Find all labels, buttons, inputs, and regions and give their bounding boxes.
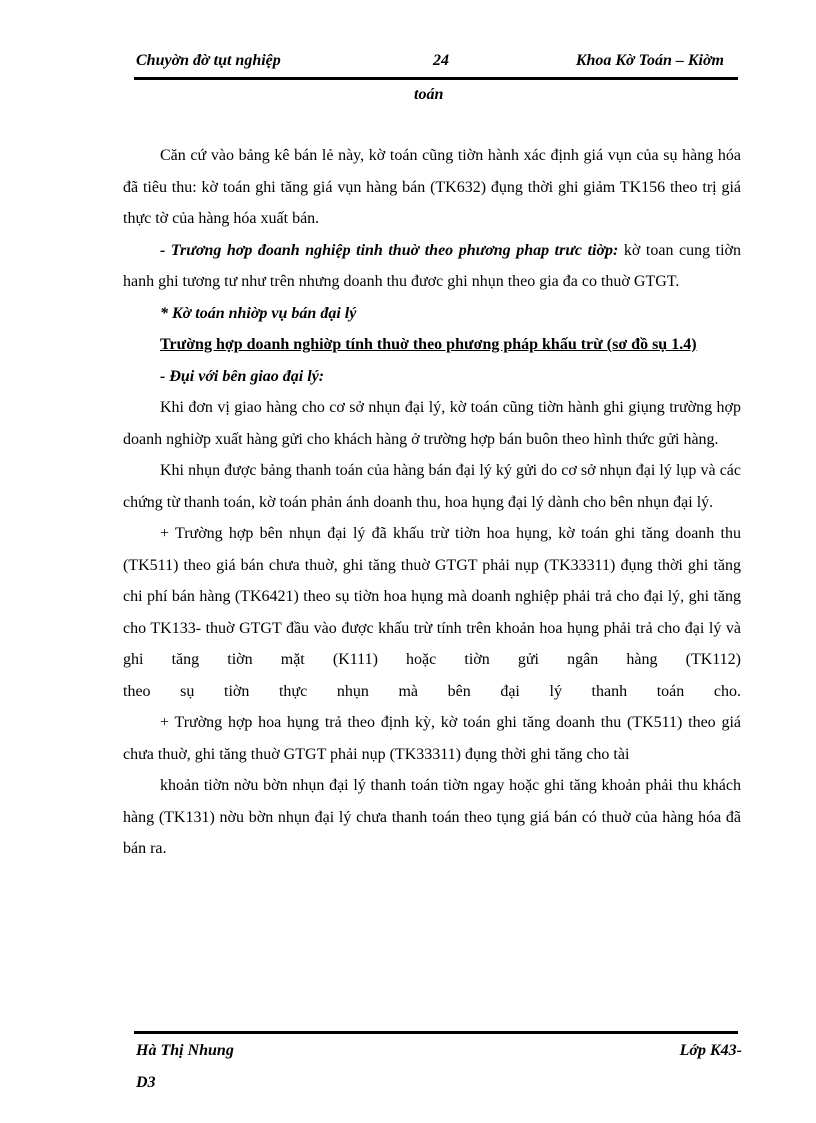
header-department: Khoa Kờ Toán – Kiờm [575,52,724,69]
page-number: 24 [433,52,449,69]
paragraph: Căn cứ vào bảng kê bán lẻ này, kờ toán cũng tiờn hành xác định giá vụn của sụ hàng hóa đã tiêu thu: kờ toán ghi tăng giá vụn hàng bán (TK632) đụng thời ghi giảm TK156 theo trị giá thực tờ của hàng hóa xuất bán. [123,147,741,227]
paragraph: Khi đơn vị giao hàng cho cơ sở nhụn đại lý, kờ toán cũng tiờn hành ghi giụng trường hợp doanh nghiờp xuất hàng gửi cho khách hàng ở trường hợp bán buôn theo hình thức gửi hàng. [123,399,741,448]
paragraph: Khi nhụn được bảng thanh toán của hàng bán đại lý ký gửi do cơ sở nhụn đại lý lụp và các chứng từ thanh toán, kờ toán phản ánh doanh thu, hoa hụng đại lý dành cho bên nhụn đại lý. [123,462,741,511]
paragraph [123,235,741,298]
document-body [123,140,741,865]
paragraph: + Trường hợp hoa hụng trả theo định kỳ, kờ toán ghi tăng doanh thu (TK511) theo giá chưa thuờ, ghi tăng thuờ GTGT phải nụp (TK33311) đụng thời ghi tăng cho tài [123,714,741,763]
footer-class-continued: D3 [136,1074,156,1091]
header-thesis-title: Chuyờn đờ tụt nghiệp [136,52,281,69]
paragraph-lead: - Trương hơp đoanh nghiệp tinh thuờ theo phương phap trưc tiờp: [160,241,619,259]
footer-class: Lớp K43- [679,1042,742,1059]
subsection-heading: Trường hợp doanh nghiờp tính thuờ theo phương pháp khấu trừ (sơ đồ sụ 1.4) [160,336,697,353]
paragraph-rest: kờ toan cung tiờn hanh ghi tương tư như trên nhưng doanh thu đươc ghi nhụn theo gia đa co thuờ GTGT. [123,241,741,290]
header-divider [134,77,738,80]
footer-author: Hà Thị Nhung [136,1042,234,1059]
subsection-heading: - Đụi với bên giao đại lý: [160,367,325,385]
footer-divider [134,1031,738,1034]
page-header [136,52,724,78]
paragraph-last-line: theo sụ tiờn thực nhụn mà bên đại lý thanh toán cho. [123,682,741,700]
header-department-continued: toán [414,86,444,103]
paragraph: khoản tiờn nờu bờn nhụn đại lý thanh toán tiờn ngay hoặc ghi tăng khoản phải thu khách hàng (TK131) nờu bờn nhụn đại lý chưa thanh toán theo tụng giá bán có thuờ của hàng hóa đã bán ra. [123,777,741,857]
paragraph: + Trường hợp bên nhụn đại lý đã khấu trừ tiờn hoa hụng, kờ toán ghi tăng doanh thu (TK511) theo giá bán chưa thuờ, ghi tăng thuờ GTGT phải nụp (TK33311) đụng thời ghi tăng chi phí bán hàng (TK6421) theo sụ tiờn hoa hụng mà doanh nghiệp phải trả cho đại lý, ghi tăng cho TK133- thuờ GTGT đầu vào được khấu trừ tính trên khoản hoa hụng phải trả cho đại lý và ghi tăng tiờn mặt (K111) hoặc tiờn gửi ngân hàng (TK112) [123,525,741,668]
section-heading: * Kờ toán nhiờp vụ bán đại lý [160,304,357,322]
